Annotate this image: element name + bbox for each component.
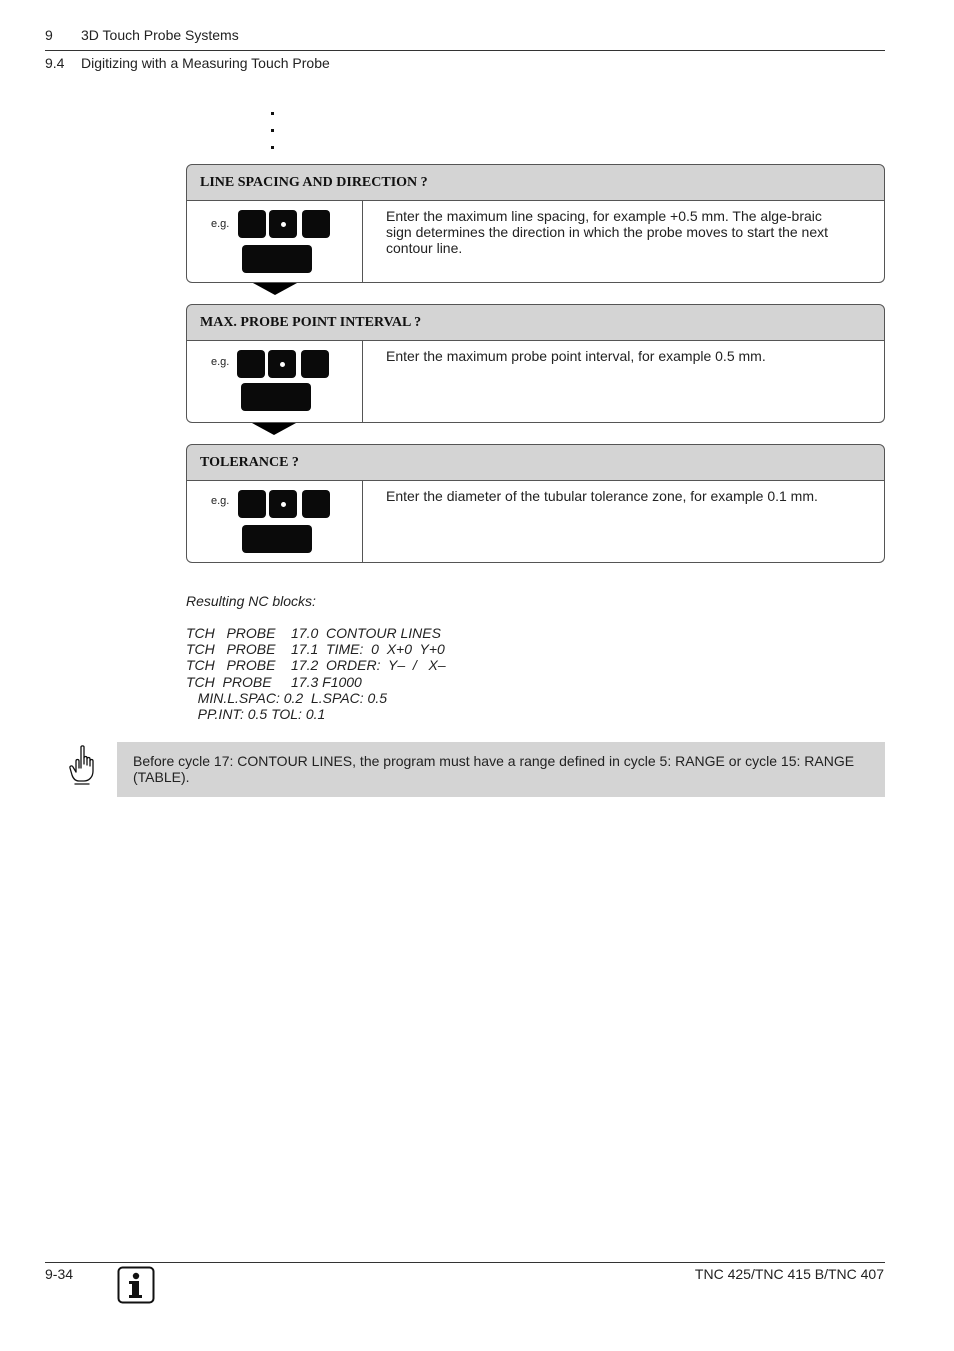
dialog-probe-point-interval <box>186 304 885 423</box>
header-rule <box>45 50 885 51</box>
model-designation: TNC 425/TNC 415 B/TNC 407 <box>694 1266 884 1282</box>
enter-key <box>241 383 311 411</box>
section-number: 9.4 <box>45 55 65 71</box>
continuation-dots <box>271 112 277 163</box>
example-label: e.g. <box>211 495 230 507</box>
section-title: Digitizing with a Measuring Touch Probe <box>81 55 330 71</box>
page-number: 9-34 <box>45 1266 74 1282</box>
dialog-description: Enter the maximum line spacing, for example +0.5 mm. The alge-braic sign determines the direction in which the probe moves to start the next contour line. <box>386 208 829 256</box>
nc-line: TCH PROBE 17.0 CONTOUR LINES <box>186 625 441 641</box>
nc-line: PP.INT: 0.5 TOL: 0.1 <box>186 706 326 723</box>
key-sequence <box>187 481 363 562</box>
dialog-description: Enter the diameter of the tubular tolerance zone, for example 0.1 mm. <box>386 488 818 504</box>
dialog-title: MAX. PROBE POINT INTERVAL ? <box>186 304 885 341</box>
dialog-title: TOLERANCE ? <box>186 444 885 481</box>
digit-key <box>238 490 266 518</box>
digit-key <box>301 350 329 378</box>
example-label: e.g. <box>211 356 230 368</box>
dialog-line-spacing <box>186 164 885 283</box>
enter-key <box>242 525 312 553</box>
digit-key <box>238 210 266 238</box>
dialog-body <box>186 201 885 283</box>
chapter-title: 3D Touch Probe Systems <box>81 27 239 43</box>
example-label: e.g. <box>211 218 230 230</box>
decimal-point-key <box>269 210 297 238</box>
dialog-description: Enter the maximum probe point interval, for example 0.5 mm. <box>386 348 766 364</box>
flow-arrow-down-icon <box>252 423 296 435</box>
enter-key <box>242 245 312 273</box>
nc-line: TCH PROBE 17.2 ORDER: Y– / X– <box>186 657 446 674</box>
nc-line: TCH PROBE 17.3 F1000 <box>186 673 362 690</box>
nc-line: TCH PROBE 17.1 TIME: 0 X+0 Y+0 <box>186 641 445 658</box>
nc-blocks-listing <box>186 625 446 722</box>
key-sequence <box>187 201 363 282</box>
flow-arrow-down-icon <box>253 283 297 295</box>
section-heading <box>45 55 330 71</box>
dialog-body <box>186 481 885 563</box>
nc-line: MIN.L.SPAC: 0.2 L.SPAC: 0.5 <box>186 689 388 706</box>
dialog-tolerance <box>186 444 885 563</box>
decimal-point-key <box>269 490 297 518</box>
dialog-title: LINE SPACING AND DIRECTION ? <box>186 164 885 201</box>
nc-blocks-label: Resulting NC blocks: <box>186 593 316 609</box>
chapter-number: 9 <box>45 27 53 43</box>
decimal-point-key <box>268 350 296 378</box>
info-icon <box>117 1266 155 1304</box>
note-text: Before cycle 17: CONTOUR LINES, the program must have a range defined in cycle 5: RANGE or cycle 15: RANGE (TABLE). <box>133 753 855 785</box>
pointing-hand-icon <box>67 744 97 786</box>
digit-key <box>302 490 330 518</box>
key-sequence <box>187 341 363 422</box>
footer-rule <box>45 1262 885 1263</box>
chapter-heading <box>45 27 239 43</box>
note-box <box>117 742 885 797</box>
digit-key <box>302 210 330 238</box>
digit-key <box>237 350 265 378</box>
dialog-body <box>186 341 885 423</box>
